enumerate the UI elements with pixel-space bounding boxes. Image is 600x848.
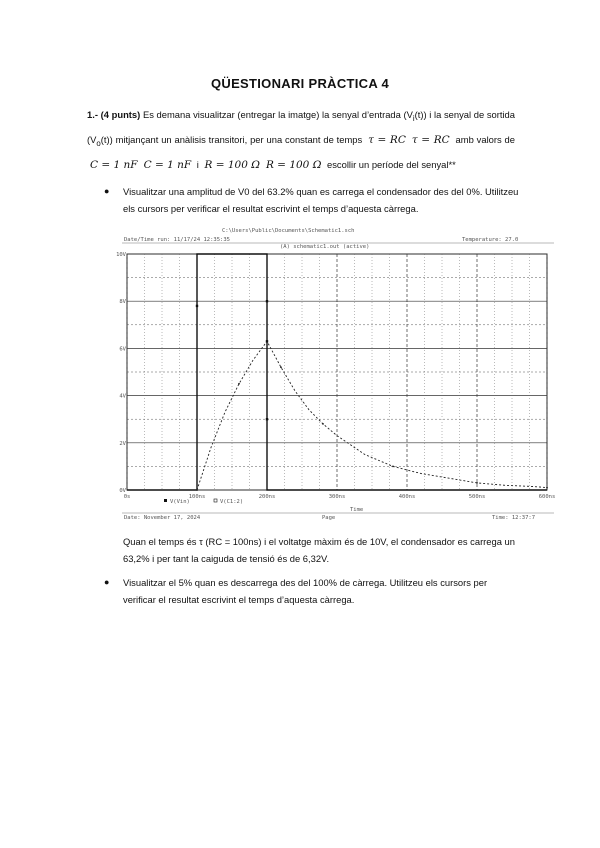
x-tick-label: 200ns: [258, 494, 276, 500]
header-right-text: Temperature: 27.0: [462, 237, 519, 243]
series-point: [196, 489, 198, 491]
header-center-text: (A) schematic1.out (active): [280, 244, 370, 250]
footer-left-text: Date: November 17, 2024: [124, 515, 201, 521]
series-point: [392, 466, 394, 468]
series-point: [476, 482, 478, 484]
file-path-text: C:\Users\Public\Documents\Schematic1.sch: [222, 228, 355, 234]
question-text-e: i: [196, 158, 199, 170]
footer-right-text: Time: 12:37:7: [492, 515, 536, 521]
footer-center-text: Page: [322, 515, 336, 521]
simulation-svg: [116, 224, 556, 521]
cursor-layer: [196, 300, 268, 420]
x-tick-label: 400ns: [398, 494, 416, 500]
series-layer: [127, 254, 548, 491]
simulation-plot: [116, 224, 556, 521]
bullet-dot-icon: ●: [104, 186, 110, 196]
legend-1-text: V(Vin): [170, 499, 190, 505]
answer-paragraph: Quan el temps és τ (RC = 100ns) i el voltatge màxim és de 10V, el condensador es carrega un 63,2% i per tant la caiguda de tensió és de 6,32V.: [123, 536, 515, 564]
question-points: (4 punts): [100, 109, 141, 120]
cursor-marker: [266, 300, 268, 302]
cursor-marker: [196, 305, 198, 307]
x-tick-label: 500ns: [468, 494, 486, 500]
series-point: [238, 383, 240, 385]
math-r-1: R = 100 Ω: [204, 158, 260, 171]
question-text-a: Es demana visualitzar (entregar la imatge) la senyal d’entrada (V: [142, 109, 413, 120]
bullet-1-text: Visualitzar una amplitud de V0 del 63.2% quan es carrega el condensador des del 0%. Utilitzeu els cursors per verificar el resultat escrivint el temps d’aquesta càrrega.: [123, 186, 519, 214]
sub-o: o: [96, 138, 101, 148]
legend-1-symbol: [164, 499, 167, 502]
question-1-paragraph: [87, 104, 515, 176]
cursor-marker: [266, 418, 268, 420]
math-c-1: C = 1 nF: [90, 158, 138, 171]
header-left-text: Date/Time run: 11/17/24 12:35:35: [124, 237, 230, 243]
question-text-c: (t)) mitjançant un anàlisis transitori, per una constant de temps: [100, 133, 363, 145]
x-tick-label: 0s: [123, 494, 131, 500]
y-tick-layer: [116, 252, 127, 494]
series-point: [322, 423, 324, 425]
cursor-marker: [266, 340, 268, 342]
question-text-b: (t)) i la senyal de sortida (V: [87, 109, 515, 145]
x-tick-label: 100ns: [188, 494, 206, 500]
x-tick-label: 300ns: [328, 494, 346, 500]
y-tick-label: 8V: [119, 299, 126, 306]
y-tick-label: 2V: [119, 440, 126, 447]
x-tick-label: 600ns: [538, 494, 556, 500]
math-r-2: R = 100 Ω: [265, 158, 322, 171]
series-point: [280, 366, 282, 368]
bullet-dot-icon: ●: [104, 577, 110, 587]
y-tick-label: 0V: [119, 488, 126, 494]
grid-layer: [127, 254, 547, 490]
page-title: QÜESTIONARI PRÀCTICA 4: [210, 76, 390, 91]
question-text-d: amb valors de: [455, 133, 515, 145]
legend-2-text: V(C1:2): [220, 499, 244, 505]
math-c-2: C = 1 nF: [143, 158, 192, 171]
legend-2-symbol: [214, 499, 217, 502]
question-number: 1.-: [87, 109, 98, 120]
series-point: [546, 487, 548, 489]
y-tick-label: 10V: [116, 252, 126, 258]
x-axis-label: Time: [350, 507, 364, 513]
question-text-f: escollir un període del senyal**: [327, 158, 456, 170]
sub-i: i: [412, 113, 415, 123]
y-tick-label: 4V: [119, 393, 126, 400]
math-tau-2: τ = RC: [411, 133, 450, 146]
math-tau-1: τ = RC: [368, 133, 406, 146]
y-tick-label: 6V: [119, 346, 126, 353]
bullet-2-text: Visualitzar el 5% quan es descarrega des del 100% de càrrega. Utilitzeu els cursors per verificar el resultat escrivint el temps d’aquesta càrrega.: [123, 577, 488, 605]
